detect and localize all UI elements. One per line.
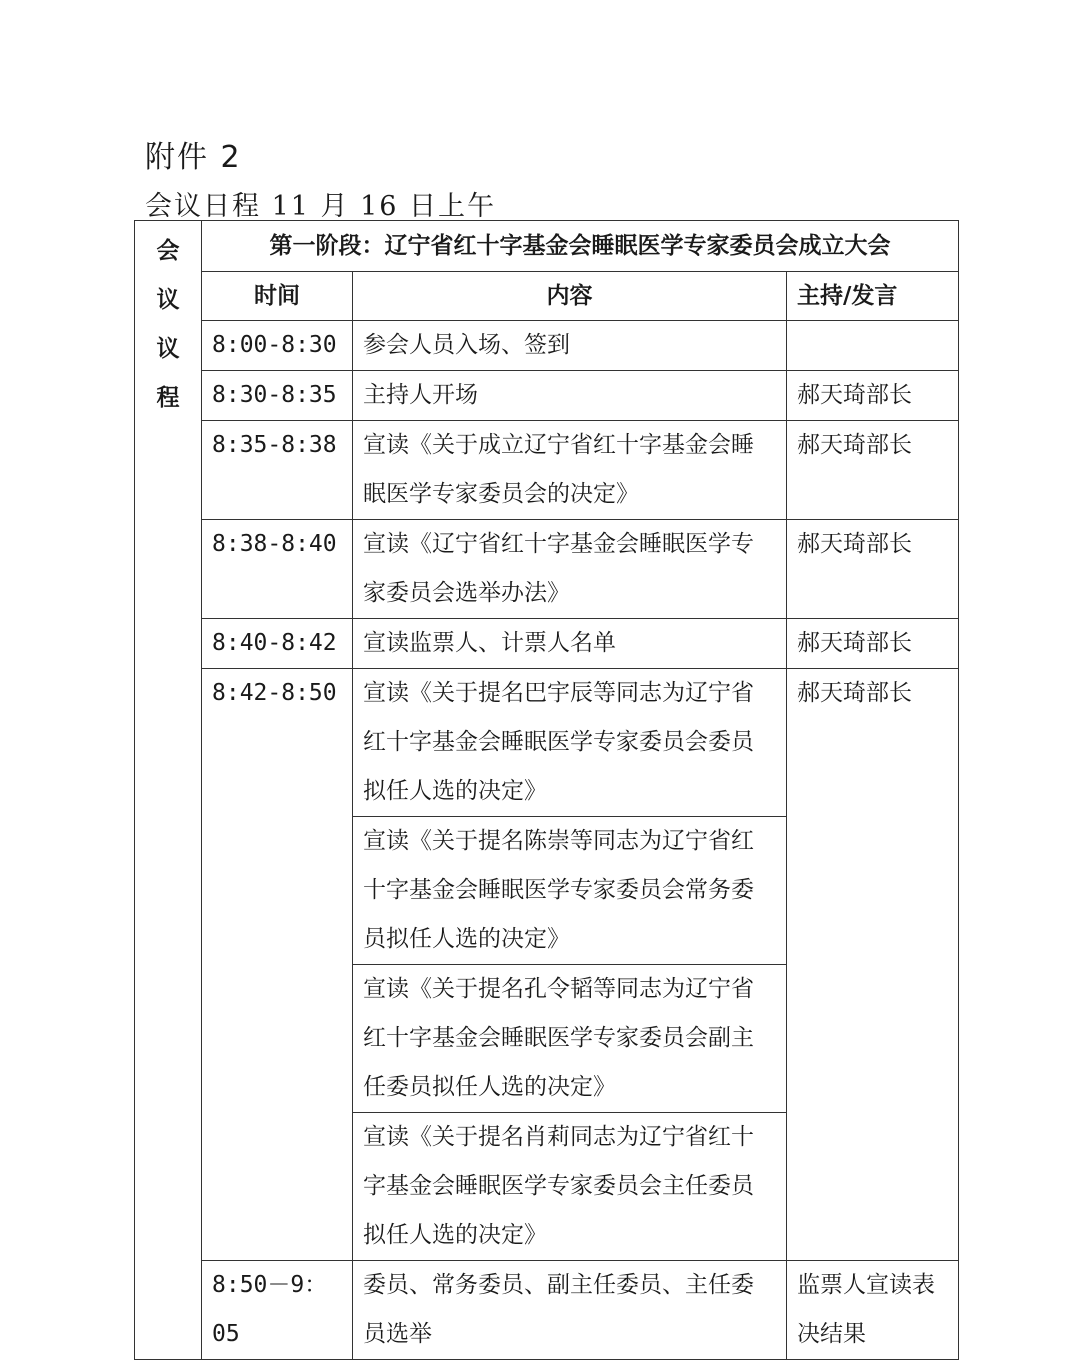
row-content: 宣读监票人、计票人名单 [353, 619, 787, 669]
side-label-char: 议 [156, 287, 180, 313]
header-host: 主持/发言 [787, 272, 959, 321]
row-time: 8:00-8:30 [202, 321, 353, 371]
group-time: 8:42-8:50 [202, 669, 353, 1261]
table-row [135, 520, 959, 619]
table-row [135, 1261, 959, 1360]
final-time: 8:50－9：05 [202, 1261, 353, 1360]
row-content: 宣读《辽宁省红十字基金会睡眠医学专家委员会选举办法》 [353, 520, 787, 619]
agenda-table [134, 220, 959, 1360]
row-content: 参会人员入场、签到 [353, 321, 787, 371]
row-time: 8:38-8:40 [202, 520, 353, 619]
side-label-char: 会 [156, 238, 180, 264]
row-host: 郝天琦部长 [787, 619, 959, 669]
header-time: 时间 [202, 272, 353, 321]
table-row [135, 619, 959, 669]
final-host: 监票人宣读表决结果 [787, 1261, 959, 1360]
group-host: 郝天琦部长 [787, 669, 959, 1261]
group-item: 宣读《关于提名肖莉同志为辽宁省红十字基金会睡眠医学专家委员会主任委员拟任人选的决定》 [353, 1113, 787, 1261]
schedule-title: 会议日程 11 月 16 日上午 [145, 191, 497, 222]
group-item: 宣读《关于提名陈崇等同志为辽宁省红十字基金会睡眠医学专家委员会常务委员拟任人选的决定》 [353, 817, 787, 965]
row-host [787, 321, 959, 371]
table-row [135, 371, 959, 421]
group-item: 宣读《关于提名巴宇辰等同志为辽宁省红十字基金会睡眠医学专家委员会委员拟任人选的决定》 [353, 669, 787, 817]
row-content: 宣读《关于成立辽宁省红十字基金会睡眠医学专家委员会的决定》 [353, 421, 787, 520]
row-time: 8:30-8:35 [202, 371, 353, 421]
row-time: 8:35-8:38 [202, 421, 353, 520]
row-content: 主持人开场 [353, 371, 787, 421]
table-row [135, 669, 959, 817]
side-label [135, 221, 202, 1360]
header-content: 内容 [353, 272, 787, 321]
side-label-char: 议 [156, 336, 180, 362]
table-row [135, 321, 959, 371]
table-row [135, 421, 959, 520]
row-host: 郝天琦部长 [787, 371, 959, 421]
attachment-label: 附件 2 [145, 140, 242, 175]
row-host: 郝天琦部长 [787, 520, 959, 619]
side-label-char: 程 [156, 385, 180, 411]
row-time: 8:40-8:42 [202, 619, 353, 669]
row-host: 郝天琦部长 [787, 421, 959, 520]
phase-title: 第一阶段：辽宁省红十字基金会睡眠医学专家委员会成立大会 [202, 221, 959, 272]
group-item: 宣读《关于提名孔令韬等同志为辽宁省红十字基金会睡眠医学专家委员会副主任委员拟任人选的决定》 [353, 965, 787, 1113]
final-content: 委员、常务委员、副主任委员、主任委员选举 [353, 1261, 787, 1360]
